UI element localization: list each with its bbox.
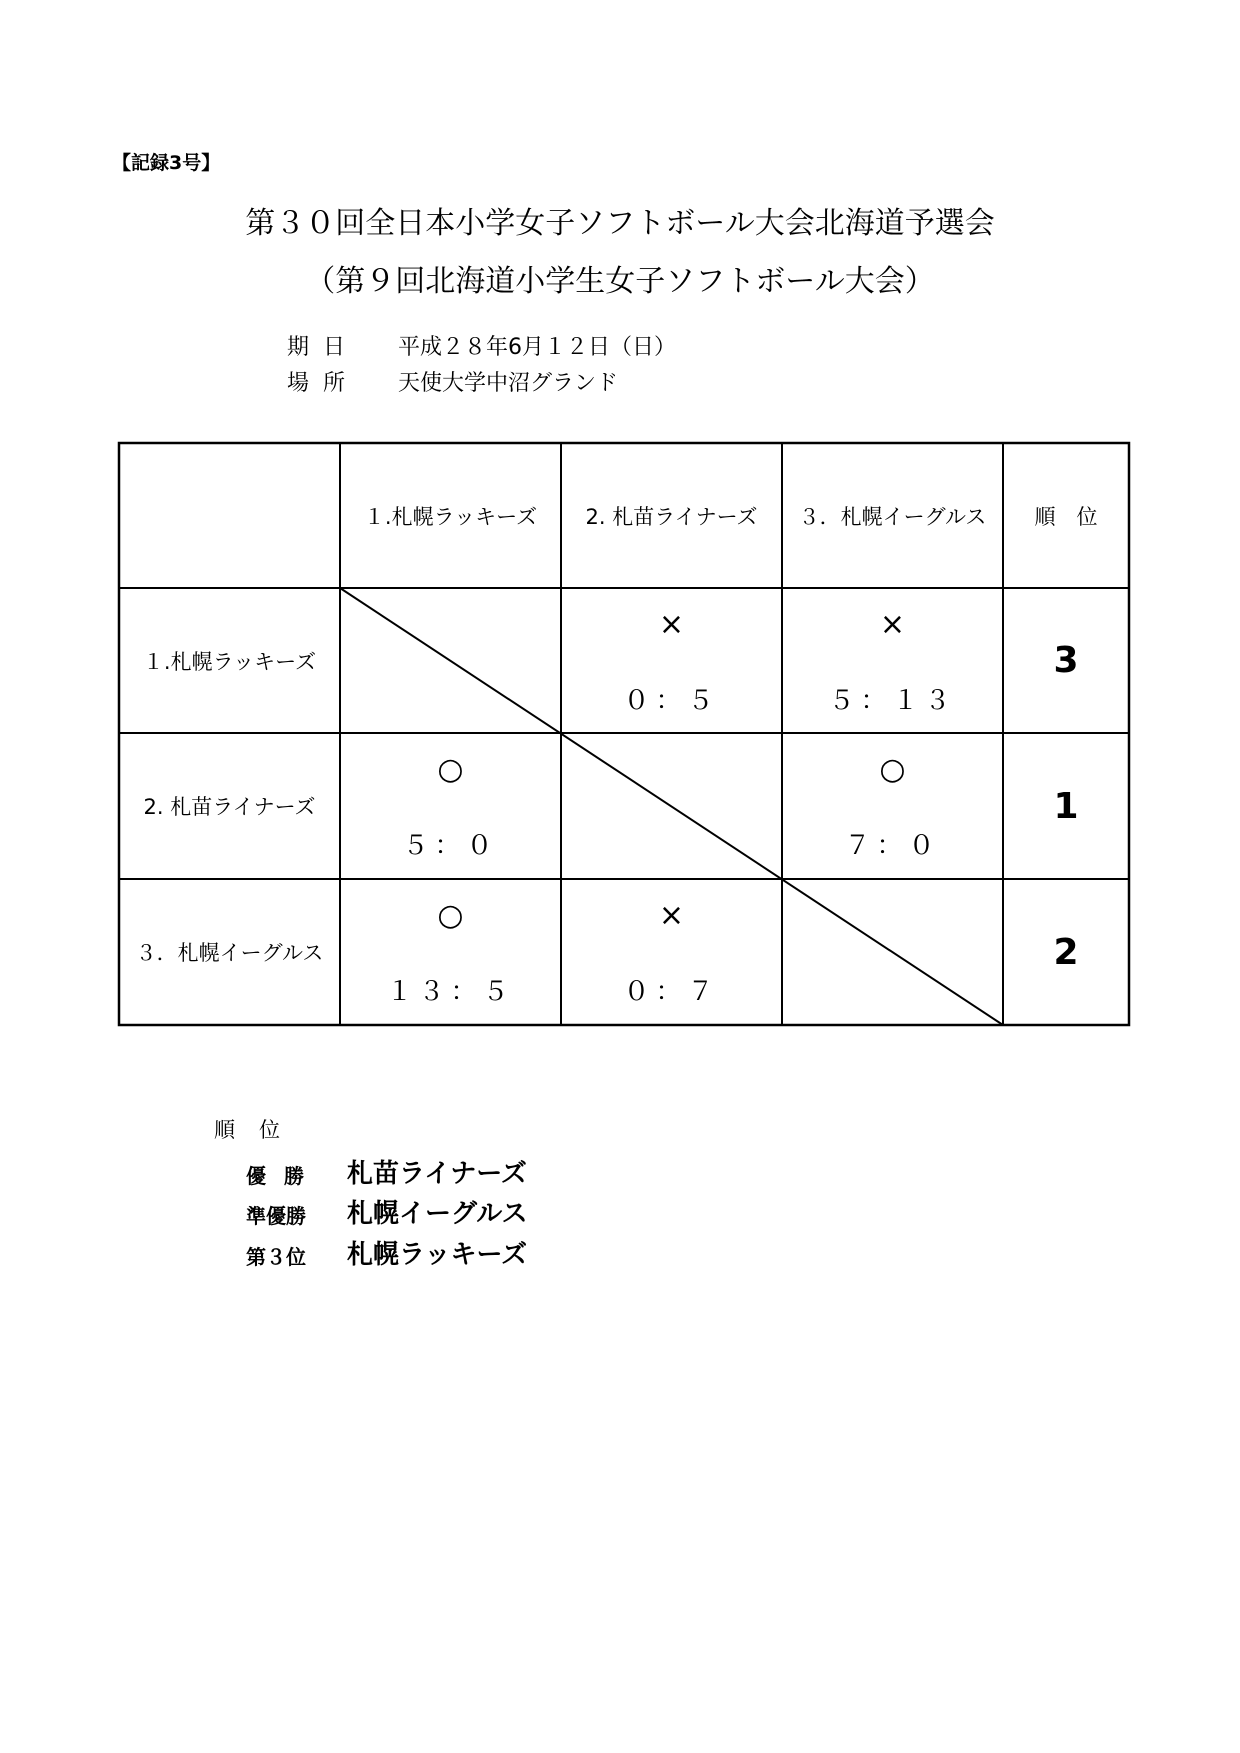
place-label-2nd: 準優勝 — [246, 1204, 306, 1228]
result-score: ５：１３ — [828, 685, 957, 716]
place-team-1st: 札苗ライナーズ — [347, 1159, 527, 1189]
row-label-team-3: ３．札幌イーグルス — [135, 941, 324, 965]
result-mark: ○ — [879, 752, 906, 787]
row-label-team-2: 2. 札苗ライナーズ — [143, 795, 316, 819]
column-header-team-3: ３．札幌イーグルス — [798, 504, 987, 529]
place-label-1st: 優勝 — [246, 1164, 322, 1188]
document-subtitle: （第９回北海道小学生女子ソフトボール大会） — [305, 264, 935, 299]
place-value: 天使大学中沼グランド — [398, 371, 619, 396]
result-mark: ○ — [437, 898, 464, 933]
date-label: 期日 — [287, 335, 360, 360]
result-mark: × — [879, 607, 906, 642]
diagonal-self-match-line — [340, 588, 1003, 1025]
row-label-team-1: １.札幌ラッキーズ — [142, 649, 317, 674]
result-mark: ○ — [437, 752, 464, 787]
document-title: 第３０回全日本小学女子ソフトボール大会北海道予選会 — [245, 206, 995, 241]
column-header-team-1: １.札幌ラッキーズ — [363, 504, 538, 529]
result-score: １３：５ — [386, 976, 515, 1007]
place-team-2nd: 札幌イーグルス — [347, 1199, 528, 1229]
final-ranking-heading: 順位 — [214, 1118, 304, 1142]
record-number: 【記録3号】 — [112, 152, 221, 174]
column-header-rank: 順 位 — [1034, 504, 1098, 529]
rank-value: 3 — [1053, 640, 1079, 681]
result-score: ０：７ — [623, 976, 720, 1007]
rank-value: 1 — [1053, 785, 1079, 827]
result-mark: × — [658, 607, 685, 642]
place-team-3rd: 札幌ラッキーズ — [347, 1240, 528, 1270]
result-score: ０：５ — [623, 685, 720, 716]
date-value: 平成２８年6月１２日（日） — [398, 335, 676, 360]
result-score: ５：０ — [402, 830, 499, 861]
result-score: ７：０ — [844, 830, 941, 861]
place-label: 場所 — [287, 371, 360, 396]
column-header-team-2: 2. 札苗ライナーズ — [585, 504, 758, 529]
place-label-3rd: 第３位 — [246, 1245, 306, 1269]
result-mark: × — [658, 898, 685, 933]
rank-value: 2 — [1053, 931, 1079, 973]
